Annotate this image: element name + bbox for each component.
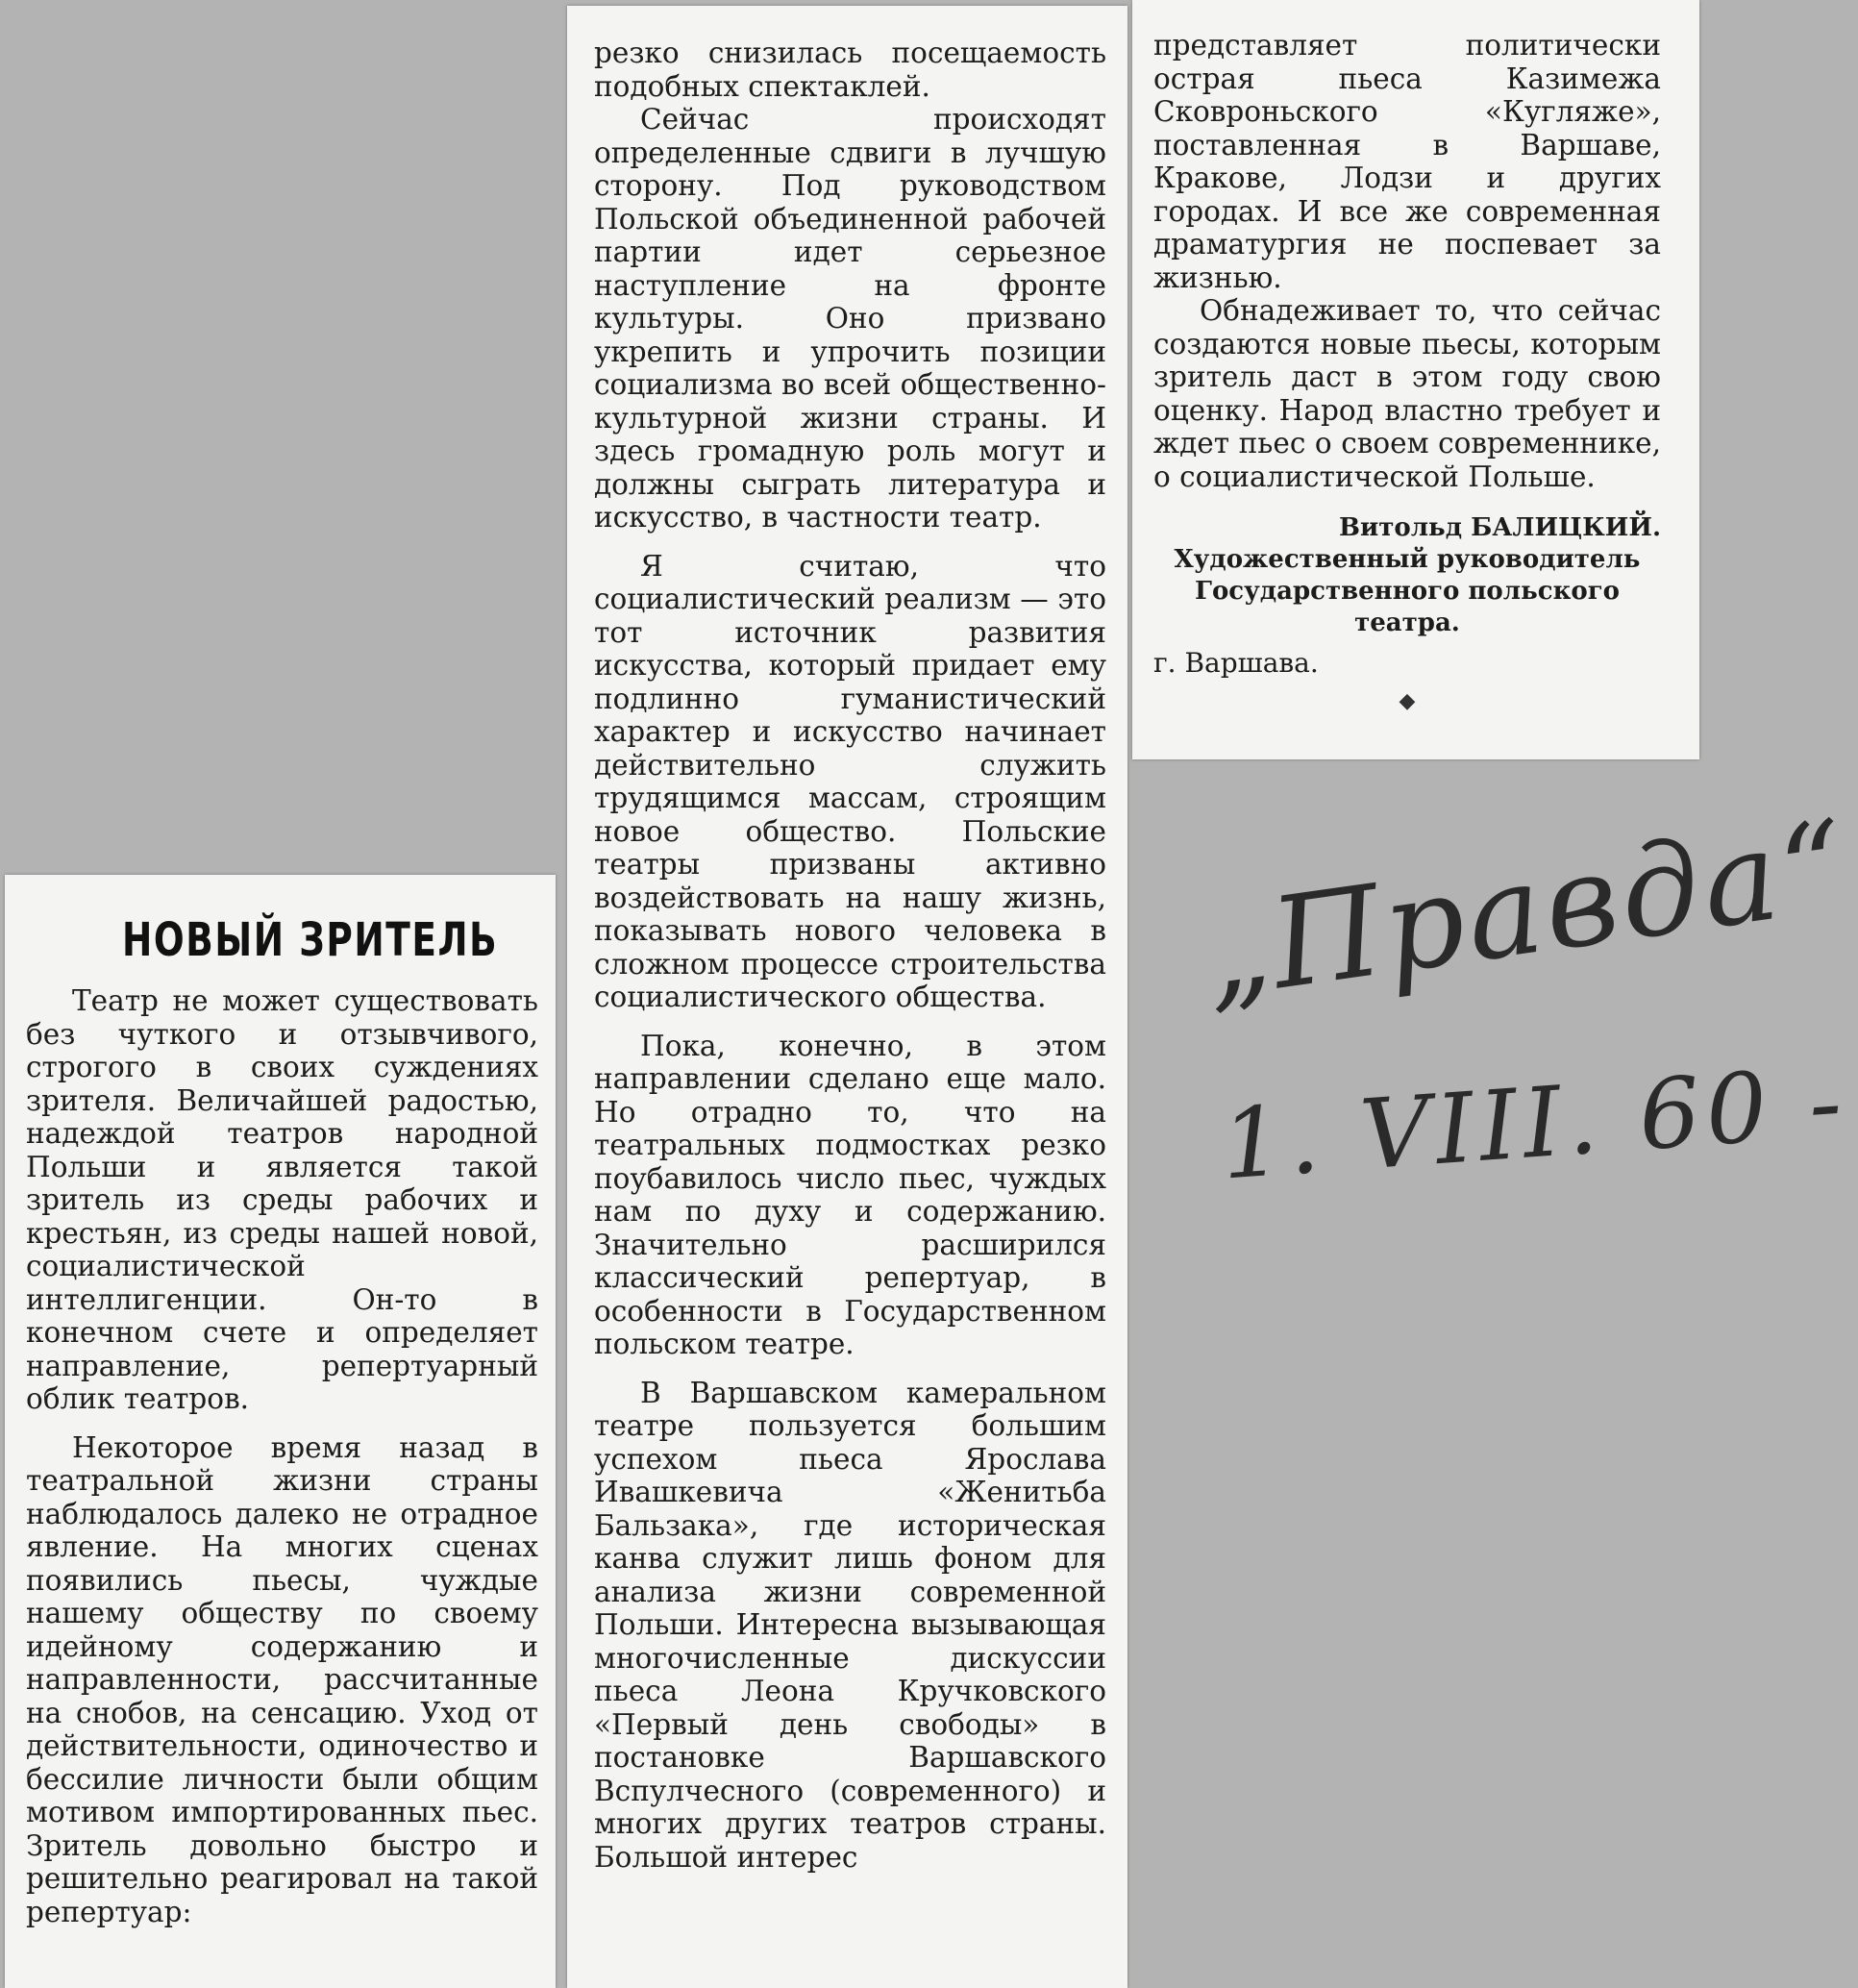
article-paragraph: Пока, конечно, в этом направлении сделано еще мало. Но отрадно то, что на театральных подмостках резко поубавилось число пьес, чуждых нам по духу и содержанию. Значительно расширился классический репертуар, в особенности в Государственном польском театре. (594, 1029, 1106, 1360)
article-paragraph: Некоторое время назад в театральной жизни страны наблюдалось далеко не отрадное явление. На многих сценах появились пьесы, чуждые нашему обществу по своему идейному содержанию и направленности, рассчитанные на снобов, на сенсацию. Уход от действительности, одиночество и бессилие личности были общим мотивом импортированных пьес. Зритель довольно быстро и решительно реагировал на такой репертуар: (26, 1430, 538, 1928)
article-paragraph: представляет политически острая пьеса Казимежа Сковроньского «Кугляже», поставленная в Варшаве, Кракове, Лодзи и других городах. И все же современная драматургия не поспевает за жизнью. (1153, 29, 1661, 294)
author-signature (1153, 512, 1661, 639)
article-paragraph: Театр не может существовать без чуткого и отзывчивого, строгого в своих суждениях зрителя. Величайшей радостью, надеждой театров народной Польши и является такой зритель из среды рабочих и крестьян, из среды нашей новой, социалистической интеллигенции. Он-то в конечном счете и определяет направление, репертуарный облик театров. (26, 984, 538, 1415)
article-paragraph: Обнадеживает то, что сейчас создаются новые пьесы, которым зритель даст в этом году свою оценку. Народ властно требует и ждет пьес о своем современнике, о социалистической Польше. (1153, 294, 1661, 493)
article-paragraph: Сейчас происходят определенные сдвиги в лучшую сторону. Под руководством Польской объединенной рабочей партии идет серьезное наступление на фронте культуры. Оно призвано укрепить и упрочить позиции социализма во всей общественно-культурной жизни страны. И здесь громадную роль могут и должны сыграть литература и искусство, в частности театр. (594, 103, 1106, 534)
article-title: НОВЫЙ ЗРИТЕЛЬ (122, 913, 499, 967)
author-role: Художественный руководитель Государственного польского театра. (1174, 545, 1641, 637)
handwritten-source: „Правда“ (1194, 791, 1858, 1028)
clipping-middle (567, 6, 1127, 1988)
handwritten-annotation (1163, 791, 1858, 1269)
dateline-place: г. Варшава. (1153, 647, 1319, 679)
clipping-left (5, 875, 556, 1988)
article-paragraph: В Варшавском камеральном театре пользуется большим успехом пьеса Ярослава Ивашкевича «Женитьба Бальзака», где историческая канва служит лишь фоном для анализа жизни современной Польши. Интересна вызывающая многочисленные дискуссии пьеса Леона Кручковского «Первый день свободы» в постановке Варшавского Вспулчесного (современного) и многих других театров страны. Большой интерес (594, 1376, 1106, 1874)
article-paragraph: резко снизилась посещаемость подобных спектаклей. (594, 37, 1106, 103)
handwritten-date: 1. VIII. 60 - (1217, 1045, 1851, 1202)
author-name: Витольд БАЛИЦКИЙ. (1339, 513, 1661, 542)
divider-ornament-icon: ◆ (1399, 689, 1416, 713)
clipping-right (1132, 0, 1699, 759)
article-paragraph: Я считаю, что социалистический реализм — это тот источник развития искусства, который придает ему подлинно гуманистический характер и искусство начинает действительно служить трудящимся массам, строящим новое общество. Польские театры призваны активно воздействовать на нашу жизнь, показывать нового человека в сложном процессе строительства социалистического общества. (594, 549, 1106, 1013)
